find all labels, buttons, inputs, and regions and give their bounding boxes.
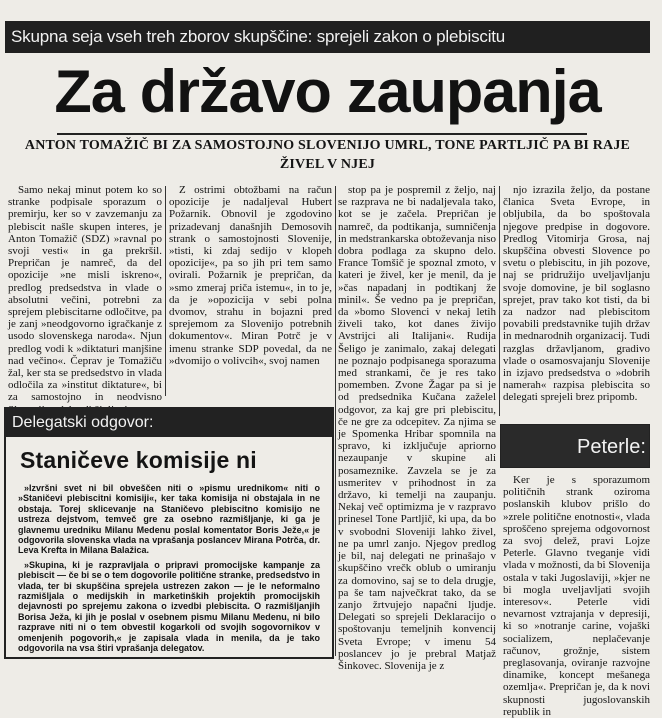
column-divider [165, 186, 166, 396]
column-4-text: njo izrazila željo, da postane članica Sveta Evrope, in obljubila, da bo spoštovala njegove predpise in dogovore. Predlog Vitomirja Grosa, naj skupščina obvesti Slovence po svetu o plebiscitu, in jih pozove, naj se pridružijo uveljavljanju svoje domovine, je bil soglasno sprejet, prav tako kot tisti, da bi za nadzor nad plebiscitom povabili predstavnike tujih držav in mednarodnih organizacij. Tudi razglas državljanom, gradivo vlade o osamosvajanju Slovenije in izjavo predsedstva o »dobrih namerah« razpisa plebiscita so delegati sprejeli brez pripomb. [503, 184, 650, 404]
peterle-text: Ker je s sporazumom političnih strank oziroma poslanskih klubov prišlo do »zrele politične enotnosti«, vlada sproščeno sprejema odgovornost za svoj delež, pravi Lojze Peterle. Glavno tveganje vidi vlada v možnosti, da bi Slovenija ostala v taki Jugoslaviji, »kjer ne bi mogla uveljavljati svojih interesov«. Peterle vidi nevarnost vztrajanja v depresiji, ki so »notranje carine, vojaški socializem, neplačevanje računov, grožnje, sistem preglasovanja, oviranje razvojne dinamike, koncept mešanega ozemlja«. Prepričan je, da k novi skupnosti jugoslovanskih republik in [503, 474, 650, 718]
sidebar-box [4, 407, 334, 659]
column-divider [335, 186, 336, 656]
sidebar-paragraph: »Izvršni svet ni bil obveščen niti o »pismu urednikom« niti o »Staničevi plebiscitni komisiji«, ker taka komisija ni obstajala in ne obstaja. Torej sklicevanje na Staničevo plebiscitno komisijo ne ustreza dejstvom, temveč gre za osebno razmišljanje, ki ga je glavnemu uredniku Milanu Medenu poslal komentator Boris Ježe,« je odgovorila slovenska vlada na vprašanja poslancev Mirana Potrča, dr. Leva Krefta in Milana Balažica. [18, 483, 320, 556]
sidebar-title: Staničeve komisije ni [20, 447, 257, 473]
column-3-text: stop pa je pospremil z željo, naj se razprava ne bi nadaljevala tako, kot se je začela. Prepričan je namreč, da podtikanja, sumničenja in medstrankarska obtoževanja niso dobra podlaga za skupno delo. France Tomšič je spoznal zmoto, v kateri je živel, ker je menil, da je »čas napadanj in podtikanj že minil«. Še vedno pa je prepričan, da »bomo Slovenci v nekaj letih živeli tako, kot danes živijo Avstrijci ali Italijani«. Rudija Šeligo je zanimalo, zakaj delegati ne poznajo podpisanega sporazuma med strankami, če je res tako pomemben. Zvone Žagar pa si je od predsednika Kučana zaželel odgovor, za kaj gre pri plebiscitu, če ne gre za odcepitev. Za njima se je Spomenka Hribar spomnila na spravo, ki izključuje apriorno nezaupanje v skupine ali posameznike. Zavzela se je za usmeritev v prihodnost in za državo, ki temelji na zaupanju. Nekaj več optimizma je v razpravo prinesel Tone Partljič, ki upa, da bo v svobodni Sloveniji lahko živel, ne pa umrl zanjo. Njegov predlog je bil, naj delegati ne prinašajo v skupščino vrečk oblub o umiranju za domovino, saj se to dela drugje, pa še tam največkrat tako, da se zanjo žrtvujejo napačni ljudje. Delegati so sprejeli Deklaracijo o spoštovanju temeljnih konvencij Sveta Evrope; v imenu 54 poslancev jo je prebral Matjaž Šinkovec. Slovenija je z [338, 184, 496, 672]
article-column-3 [338, 184, 496, 670]
sidebar-label: Delegatski odgovor: [6, 409, 332, 437]
column-divider [499, 186, 500, 416]
headline-rule [57, 133, 587, 135]
article-column-1 [8, 184, 162, 404]
article-column-4 [503, 184, 650, 410]
sidebar-paragraph: »Skupina, ki je razpravljala o pripravi promocijske kampanje za plebiscit — če bi se o tem dogovorile politične stranke, predsedstvo in vlada, ter bi skupščina sprejela ustrezen zakon — je le neformalno razmišljala o medijskih in marketinških projektih promocijskih dejavnosti po sprejemu zakona o izvedbi plebiscita. O razmišljanjih Borisa Ježa, ki jih je poslal v osebnem pismu Milanu Medenu, ni bilo razprave niti ni o tem obvestil kogarkoli od svojih sogovornikov v omenjenih pogovorih,« je zapisala vlada in menila, da je tako odgovorila na vsa štiri vprašanja delegatov. [18, 559, 320, 654]
column-1-text: Samo nekaj minut potem ko so stranke podpisale sporazum o premirju, ker so v zavzemanju za plebiscit našle skupen interes, je Anton Tomažič (SDZ) »ravnal po svoji vesti« in ga prekršil. Prepričan je namreč, da del opozicije »ne misli iskreno«, predlog predsedstva in vlade o absolutni večini, potrebni za sprejem plebiscitarne odločitve, pa je zanj »neodgovorno igračkanje z usodo slovenskega naroda«. Njun predlog vodi k »diktaturi manjšine nad večino«. Čeprav je Tomažiču žal, ker sta se predsedstvo in vlada odločila za »institut diktature«, bi za samostojno in neodvisno [8, 184, 162, 404]
article-column-2 [169, 184, 332, 394]
kicker-banner: Skupna seja vseh treh zborov skupščine: sprejeli zakon o plebiscitu [5, 21, 650, 53]
peterle-label: Peterle: [500, 424, 650, 468]
subheadline: ANTON TOMAŽIČ BI ZA SAMOSTOJNO SLOVENIJO UMRL, TONE PARTLJIČ PA BI RAJE ŽIVEL V NJEJ [24, 138, 631, 172]
headline: Za državo zaupanja [54, 58, 601, 125]
column-2-text: Z ostrimi obtožbami na račun opozicije je nadaljeval Hubert Požarnik. Obnovil je zgodovino prizadevanj današnjih Demosovih strank o samostojnosti Slovenije, »tisti, ki zdaj sedijo v klopeh opozicije«, pa so jih pri tem samo ovirali. Požarnik je prepričan, da »smo zmeraj priča istemu«, in to je, da je »opozicija v sebi polna dvomov, strahu in bojazni pred sprejemom za Slovenijo potrebnih dokumentov«. Miran Potrč je v imenu stranke SDP povedal, da ne »dvomijo o volivcih«, svoj namen [169, 184, 332, 367]
peterle-column [503, 474, 650, 718]
sidebar-text [18, 483, 320, 658]
